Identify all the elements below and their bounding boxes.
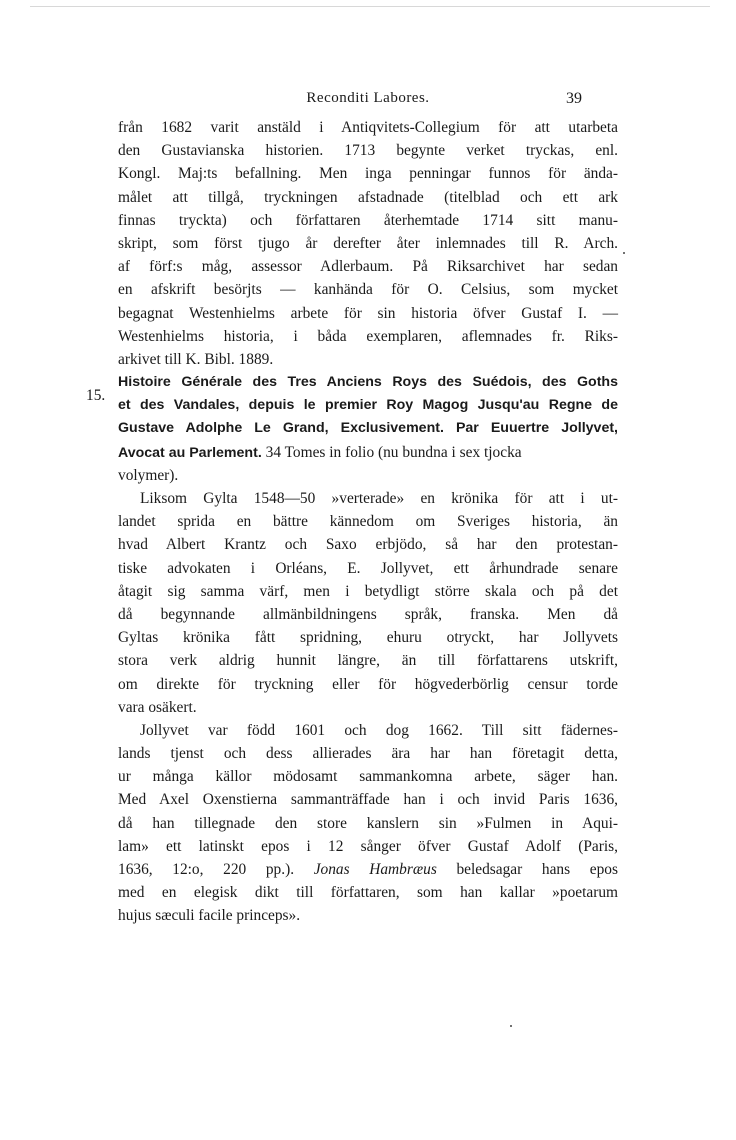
text-line: hujus sæculi facile princeps». [118,907,301,925]
text-line: en afskrift besörjts — kanhända för O. Celsius, som mycket [118,281,618,299]
print-speck [623,252,625,254]
text-line: lands tjenst och dess allierades ära har han företagit detta, [118,745,618,763]
text-line: den Gustavianska historien. 1713 begynte verket tryckas, enl. [118,142,618,160]
entry-title-line: Gustave Adolphe Le Grand, Exclusivement. Par Euuertre Jollyvet, [118,420,618,437]
print-speck [510,1025,512,1027]
text-line: Westenhielms historia, i båda exemplaren, aflemnades fr. Riks- [118,327,618,345]
text-line [118,858,618,881]
text-line: volymer). [118,466,179,484]
text-line: Gyltas krönika fått spridning, ehuru otryckt, har Jollyvets [118,629,618,647]
body-text [118,116,618,928]
text-line: landet sprida en bättre kännedom om Sveriges historia, än [118,513,618,531]
author-name-italic: Jonas Hambræus [313,861,437,878]
text-line: tiske advokaten i Orléans, E. Jollyvet, ett århundrade senare [118,559,618,577]
text-line: åtagit sig samma värf, men i betydligt större skala och på det [118,582,618,600]
text-line: ur många källor mödosamt sammankomna arbete, säger han. [118,768,618,786]
entry-title-line: et des Vandales, depuis le premier Roy Magog Jusqu'au Regne de [118,397,618,414]
text-line [118,441,618,464]
scan-edge-line [30,6,710,7]
text-line: målet att tillgå, tryckningen afstadnade (titelblad och ett ark [118,188,618,206]
text-line: lam» ett latinskt epos i 12 sånger öfver Gustaf Adolf (Paris, [118,837,618,855]
text-line: med en elegisk dikt till författaren, som han kallar »poetarum [118,884,618,902]
text-line: af förf:s måg, assessor Adlerbaum. På Riksarchivet har sedan [118,258,618,276]
text-line: från 1682 varit anstäld i Antiqvitets-Collegium för att utarbeta [118,119,618,136]
text-line: begagnat Westenhielms arbete för sin historia öfver Gustaf I. — [118,304,618,322]
text-line: arkivet till K. Bibl. 1889. [118,350,274,368]
citation-text: 1636, 12:o, 220 pp.). [118,861,295,878]
text-line: Kongl. Maj:ts befallning. Men inga penningar funnos för ända- [118,165,618,183]
entry-number: 15. [86,387,106,404]
text-line: vara osäkert. [118,698,197,716]
text-line: om direkte för tryckning eller för högvederbörlig censur torde [118,675,618,693]
page-number: 39 [566,90,582,107]
text-line: då begynnande allmänbildningens språk, franska. Men då [118,605,618,623]
entry-title-line: Histoire Générale des Tres Anciens Roys des Suédois, des Goths [118,374,618,391]
text-line: hvad Albert Krantz och Saxo erbjödo, så har den protestan- [118,536,618,554]
text-line: Jollyvet var född 1601 och dog 1662. Till sitt fädernes- [140,721,618,739]
text-line: finnas tryckta) och författaren återhemtade 1714 sitt manu- [118,211,618,229]
text-line: då han tillegnade den store kanslern sin »Fulmen in Aqui- [118,814,618,832]
running-header-title: Reconditi Labores. [306,90,430,106]
text-line: Liksom Gylta 1548—50 »verterade» en krönika för att i ut- [140,490,618,507]
entry-description: 34 Tomes in folio (nu bundna i sex tjocka [261,443,522,461]
citation-continuation: beledsagar hans epos [436,861,618,878]
text-line: stora verk aldrig hunnit längre, än till författarens utskrift, [118,652,618,670]
text-line: Med Axel Oxenstierna sammanträffade han i och invid Paris 1636, [118,791,618,809]
entry-title-end: Avocat au Parlement. [118,444,262,461]
text-line: skript, som först tjugo år derefter åter inlemnades till R. Arch. [118,234,618,252]
